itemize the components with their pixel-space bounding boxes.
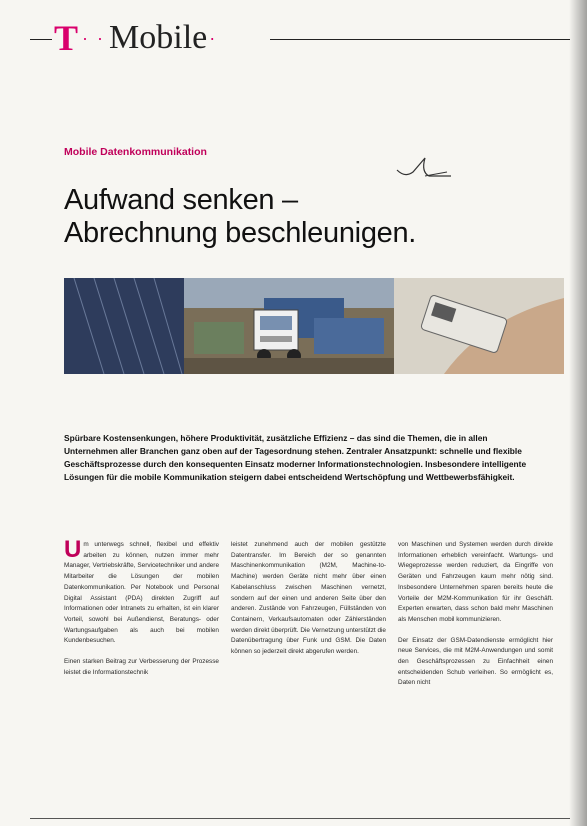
t-mobile-logo (54, 18, 215, 58)
column-2 (231, 540, 386, 699)
article-columns (64, 536, 564, 699)
article-intro (64, 432, 529, 484)
header-rule-left (30, 39, 52, 40)
column-1 (64, 536, 219, 699)
column-2-paragraph-1: leistet zunehmend auch der mobilen gestützte Datentransfer. Im Bereich der so genannten Maschinenkommunikation (M2M, Machine-to-Machine) werden Geräte nicht mehr über einen Kabelanschluss zwischen Maschinen vernetzt, sondern auf der einen und anderen Seite über den anderen. Zustände von Fahrzeugen, Füllständen von Containern, Verkaufsautomaten oder Zählerständen werden direkt überprüft. Die Vernetzung unterstützt die Datenübertragung über Funk und GSM. Die Daten können so jederzeit direkt abgerufen werden. (231, 541, 386, 656)
header-photo (64, 278, 564, 374)
logo-dots: · · (82, 27, 106, 48)
title-line-2: Abrechnung beschleunigen. (64, 217, 417, 249)
truck-and-device-photo (64, 278, 564, 374)
column-3-paragraph-2: Der Einsatz der GSM-Datendienste ermöglicht hier neue Services, die mit M2M-Anwendungen und somit den Geschäftsprozessen zu Einfachheit einen entscheidenden Schub verleihen. So ermöglicht es, Daten nicht (398, 636, 553, 687)
column-3-paragraph-1: von Maschinen und Systemen werden durch direkte Informationen erheblich vereinfacht. Wartungs- und Wiegeprozesse werden reduziert, da Eingriffe von Geräten und Fahrzeugen kaum mehr nötig sind. Insbesondere Unternehmen sparen bereits heute die Vorteile der M2M-Kommunikation für ihr Geschäft. Experten erwarten, dass schon bald mehr Maschinen als Menschen mobil kommunizieren. (398, 541, 553, 623)
column-1-paragraph-1 (64, 536, 219, 647)
header-rule-right (270, 39, 570, 40)
column-3 (398, 540, 553, 699)
title-line-1: Aufwand senken – (64, 184, 298, 216)
logo-word: Mobile (109, 19, 208, 56)
article-kicker: Mobile Datenkommunikation (64, 146, 207, 158)
footer-rule (30, 818, 570, 819)
column-1-paragraph-2: Einen starken Beitrag zur Verbesserung der Prozesse leistet die Informationstechnik (64, 658, 219, 676)
logo-dot-end: · (209, 27, 216, 48)
dropcap: U (64, 536, 82, 563)
article-title (64, 184, 416, 250)
page-edge-shadow (569, 0, 587, 826)
intro-paragraph: Spürbare Kostensenkungen, höhere Produktivität, zusätzliche Effizienz – das sind die Themen, die in allen Unternehmen aller Branchen ganz oben auf der Tagesordnung stehen. Zentraler Ansatzpunkt: schnelle und flexible Geschäftsprozesse durch den konsequenten Einsatz moderner Informationstechnologien. Insbesondere intelligente Lösungen für die mobile Kommunikation steigern dabei entscheidend Wertschöpfung und Wettbewerbsfähigkeit. (64, 433, 527, 482)
column-1-text-1: m unterwegs schnell, flexibel und effektiv arbeiten zu können, nutzen immer mehr Manager, Vertriebskräfte, Servicetechniker und andere Mitarbeiter die Lösungen der mobilen Datenkommunikation. Per Notebook und Personal Digital Assistant (PDA) direkten Zugriff auf Informationen oder Intranets zu erhalten, ist ein klarer Vorteil, sowohl bei Außendienst, Beratungs- oder Wartungsaufgaben als auch bei mobilen Kundenbesuchen. (64, 541, 219, 645)
logo-t: T (54, 18, 79, 58)
